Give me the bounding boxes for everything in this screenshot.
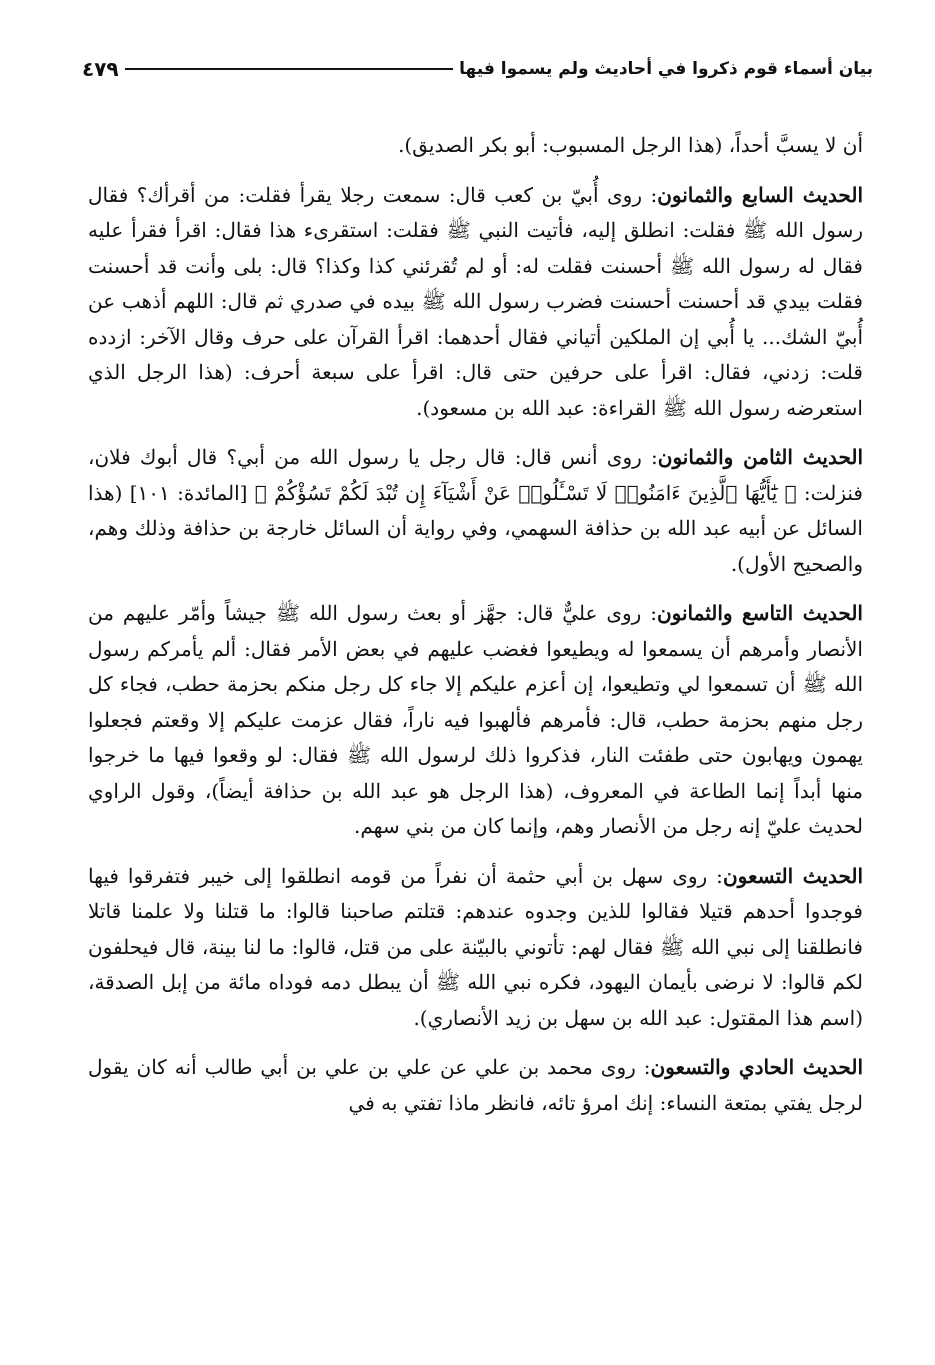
running-title: بيان أسماء قوم ذكروا في أحاديث ولم يسموا فيها — [459, 59, 873, 79]
hadith-90 — [88, 859, 863, 1037]
hadith-88 — [88, 440, 863, 582]
header-rule — [125, 68, 454, 70]
hadith-87 — [88, 178, 863, 427]
hadith-text: : روى أُبيّ بن كعب قال: سمعت رجلا يقرأ فقلت: من أقرأك؟ فقال رسول الله ﷺ فقلت: انطلق إليه، فأتيت النبي ﷺ فقلت: استقرىء هذا فقال: اقرأ فقرأ عليه فقال له رسول الله ﷺ أحسنت فقلت له: أو لم تُقرئني كذا وكذا؟ قال: بلى وأنت قد أحسنت فقلت بيدي قد أحسنت أحسنت فضرب رسول الله ﷺ بيده في صدري ثم قال: اللهم أذهب عن أُبيّ الشك... يا أُبي إن الملكين أتياني فقال أحدهما: اقرأ القرآن على حرف وقال الآخر: ازدده قلت: زدني، فقال: اقرأ على حرفين حتى قال: اقرأ على سبعة أحرف: (هذا الرجل الذي استعرضه رسول الله ﷺ القراءة: عبد الله بن مسعود). — [88, 182, 863, 420]
hadith-title: الحديث السابع والثمانون — [657, 182, 863, 207]
hadith-text: : روى أنس قال: قال رجل يا رسول الله من أبي؟ قال أبوك فلان، فنزلت: ﴿ يَٰٓأَيُّهَا ٱلَّذِينَ ءَامَنُوا۟ لَا تَسْـَٔلُوا۟ عَنْ أَشْيَآءَ إِن تُبْدَ لَكُمْ تَسُؤْكُمْ ﴾ [المائدة: ١٠١] (هذا السائل عن أبيه عبد الله بن حذافة السهمي، وفي رواية أن السائل خارجة بن حذافة وذلك وهم، والصحيح الأول). — [88, 445, 863, 576]
hadith-title: الحديث الثامن والثمانون — [657, 445, 864, 469]
page-header — [82, 52, 873, 86]
paragraph-continuation — [88, 128, 863, 164]
hadith-title: الحديث التسعون — [722, 863, 864, 888]
body-text — [88, 128, 863, 1121]
page-number: ٤٧٩ — [82, 57, 119, 81]
hadith-91 — [88, 1050, 863, 1121]
hadith-text: : روى محمد بن علي عن علي بن علي بن أبي طالب أنه كان يقول لرجل يفتي بمتعة النساء: إنك امرؤ تائه، فانظر ماذا تفتي به في — [88, 1055, 863, 1115]
hadith-89 — [88, 596, 863, 845]
hadith-text: : روى سهل بن أبي حثمة أن نفراً من قومه انطلقوا إلى خيبر فتفرقوا فيها فوجدوا أحدهم قتيلا فقالوا للذين وجدوه عندهم: قتلتم صاحبنا قالوا: ما قتلنا ولا علمنا قاتلا فانطلقنا إلى نبي الله ﷺ فقال لهم: تأتوني بالبيّنة على من قتل، قالوا: ما لنا بينة، قال فيحلفون لكم قالوا: لا نرضى بأيمان اليهود، فكره نبي الله ﷺ أن يبطل دمه فوداه مائة من إبل الصدقة، (اسم هذا المقتول: عبد الله بن سهل بن زيد الأنصاري). — [88, 863, 863, 1030]
hadith-title: الحديث التاسع والثمانون — [656, 601, 863, 625]
paragraph-text: أن لا يسبَّ أحداً، (هذا الرجل المسبوب: أبو بكر الصديق). — [398, 133, 863, 157]
hadith-text: : روى عليٌّ قال: جهَّز أو بعث رسول الله ﷺ جيشاً وأمّر عليهم من الأنصار وأمرهم أن يسمعوا له ويطيعوا فغضب عليهم في بعض الأمر فقال: ألم يأمركم رسول الله ﷺ أن تسمعوا لي وتطيعوا، إن أعزم عليكم إلا جاء كل رجل منكم بحزمة حطب، فجاء كل رجل منهم بحزمة حطب، قال: فأمرهم فألهبوا فيه ناراً، فقال عزمت عليكم إلا وقعتم فجعلوا يهمون ويهابون حتى طفئت النار، فذكروا ذلك لرسول الله ﷺ فقال: لو وقعوا فيها ما خرجوا منها أبداً إنما الطاعة في المعروف، (هذا الرجل هو عبد الله بن حذافة أيضاً)، وقول الراوي لحديث عليّ إنه رجل من الأنصار وهم، وإنما كان من بني سهم. — [88, 601, 863, 838]
hadith-title: الحديث الحادي والتسعون — [650, 1055, 863, 1079]
